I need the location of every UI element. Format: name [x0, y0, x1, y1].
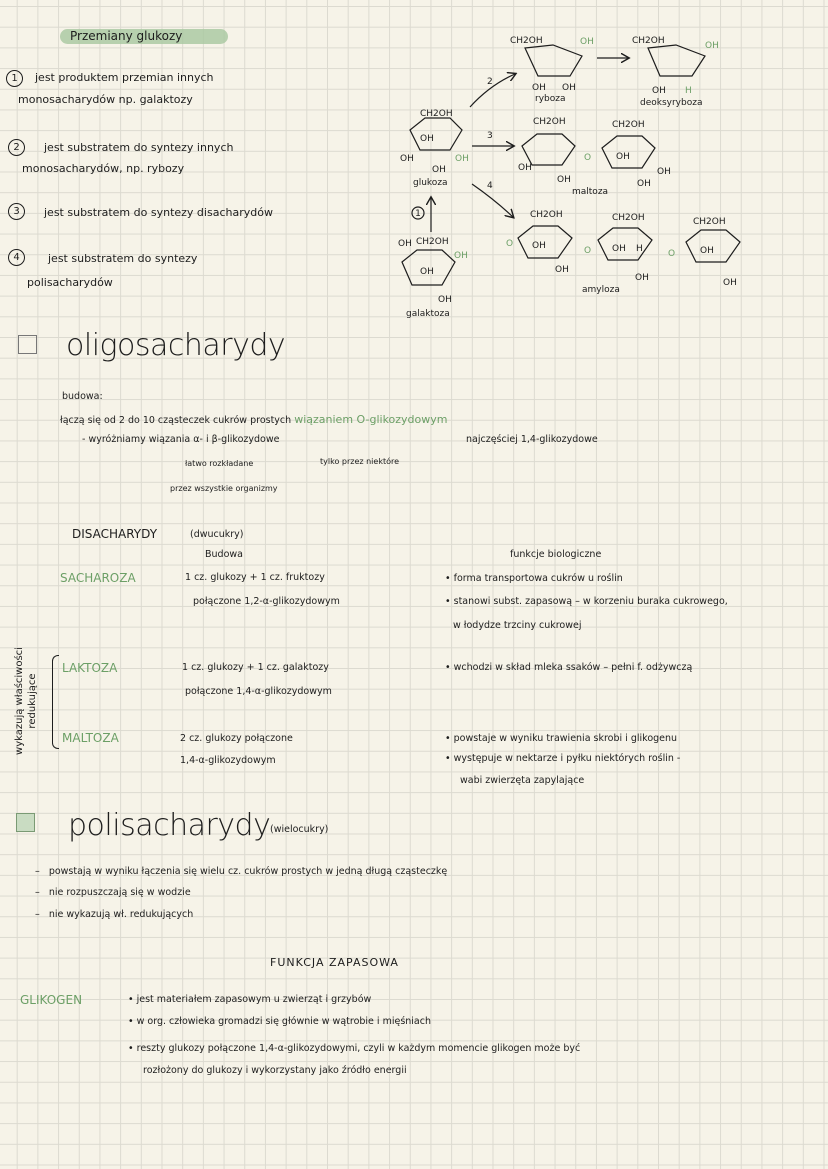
glukoza-ch2oh: CH2OH — [420, 109, 453, 119]
disaccharide-name: MALTOZA — [62, 731, 119, 745]
budowa-text: 2 cz. glukozy połączone — [180, 733, 293, 744]
poli-heading: polisacharydy — [68, 808, 271, 843]
deoksyryboza-h: H — [685, 86, 692, 96]
item-text: jest substratem do syntezy — [48, 252, 198, 265]
oligo-line: - wyróżniamy wiązania α- i β-glikozydowe — [82, 434, 280, 445]
arrow-4-label: 4 — [487, 181, 493, 191]
budowa-text: połączone 1,4-α-glikozydowym — [185, 686, 332, 697]
alpha-note: łatwo rozkładane — [185, 459, 254, 468]
poli-bullet-text: powstają w wyniku łączenia się wielu cz. cukrów prostych w jedną długą cząsteczkę — [48, 866, 448, 877]
item-text: jest substratem do syntezy innych — [44, 141, 234, 154]
amyloza-oh: OH — [635, 273, 649, 283]
amyloza-bridge-o: O — [506, 239, 514, 249]
ryboza-oh: OH — [562, 83, 576, 93]
glukoza-oh: OH — [420, 134, 434, 144]
funkcja-item: występuje w nektarze i pyłku niektórych roślin - — [453, 753, 681, 764]
disacharydy-heading: DISACHARYDY — [72, 527, 158, 541]
maltoza-oh: OH — [557, 175, 571, 185]
deoksyryboza-label: deoksyryboza — [640, 98, 703, 108]
function-heading: FUNKCJA ZAPASOWA — [270, 956, 399, 969]
amyloza-bridge-o: O — [584, 246, 592, 256]
maltoza-oh: OH — [657, 167, 671, 177]
column-header-funkcje: funkcje biologiczne — [510, 549, 602, 560]
maltoza-oh: OH — [616, 152, 630, 162]
section-checkbox — [18, 335, 37, 354]
maltoza-label: maltoza — [572, 187, 609, 197]
amyloza-oh: OH — [532, 241, 546, 251]
ryboza-oh-anomeric: OH — [580, 37, 594, 47]
budowa-text: 1 cz. glukozy + 1 cz. fruktozy — [185, 572, 325, 583]
item-text: jest produktem przemian innych — [35, 71, 214, 84]
alpha-note: przez wszystkie organizmy — [170, 484, 278, 493]
arrow-3-label: 3 — [487, 131, 493, 141]
oligo-line-text: łączą się od 2 do 10 cząsteczek cukrów prostych — [60, 415, 292, 426]
galaktoza-oh: OH — [420, 267, 434, 277]
funkcja-text: wabi zwierzęta zapylające — [460, 775, 585, 786]
glikogen-bullet-text: reszty glukozy połączone 1,4-α-glikozydowymi, czyli w każdym momencie glikogen może być — [136, 1043, 581, 1054]
glukoza-oh: OH — [400, 154, 414, 164]
poli-bullet: – nie rozpuszczają się w wodzie — [35, 887, 191, 898]
beta-note: tylko przez niektóre — [320, 457, 400, 466]
ryboza-oh: OH — [532, 83, 546, 93]
amyloza-ch2oh: CH2OH — [693, 217, 726, 227]
amyloza-ch2oh: CH2OH — [612, 213, 645, 223]
maltoza-ch2oh: CH2OH — [533, 117, 566, 127]
item-number: 4 — [8, 249, 25, 266]
funkcja-text: w łodydze trzciny cukrowej — [453, 620, 582, 631]
ryboza-ring — [525, 45, 582, 76]
budowa-text: 1 cz. glukozy + 1 cz. galaktozy — [182, 662, 329, 673]
disaccharide-name: SACHAROZA — [60, 571, 136, 585]
disaccharide-name: LAKTOZA — [62, 661, 118, 675]
item-number: 1 — [6, 70, 23, 87]
funkcja-text: • występuje w nektarze i pyłku niektórych roślin - — [445, 753, 681, 764]
maltoza-ring-1 — [522, 134, 575, 165]
arrow-2-label: 2 — [487, 77, 493, 87]
maltoza-bridge-o: O — [584, 153, 592, 163]
reducing-sugars-label — [13, 647, 39, 755]
amyloza-oh: OH — [555, 265, 569, 275]
section-checkbox — [16, 813, 35, 832]
galaktoza-oh: OH — [398, 239, 412, 249]
bracket — [52, 655, 59, 749]
maltoza-ch2oh: CH2OH — [612, 120, 645, 130]
galaktoza-oh-anomeric: OH — [454, 251, 468, 261]
funkcja-item: wchodzi w skład mleka ssaków – pełni f. odżywczą — [453, 662, 693, 673]
amyloza-h: H — [636, 244, 643, 254]
funkcja-item: stanowi subst. zapasową – w korzeniu buraka cukrowego, — [453, 596, 728, 607]
item-number: 3 — [8, 203, 25, 220]
arrow-1-label: 1 — [415, 209, 421, 219]
poli-bullet: – powstają w wyniku łączenia się wielu cz. cukrów prostych w jedną długą cząsteczkę — [35, 866, 448, 877]
galaktoza-label: galaktoza — [406, 309, 450, 319]
item-text: polisacharydów — [27, 276, 113, 289]
amyloza-oh: OH — [612, 244, 626, 254]
glikogen-bullet: • jest materiałem zapasowym u zwierząt i grzybów — [128, 994, 372, 1005]
deoksyryboza-oh-anomeric: OH — [705, 41, 719, 51]
funkcja-text: • forma transportowa cukrów u roślin — [445, 573, 623, 584]
poli-bullet-text: nie wykazują wł. redukujących — [48, 909, 194, 920]
funkcja-text: • wchodzi w skład mleka ssaków – pełni f. odżywczą — [445, 662, 693, 673]
column-header-budowa: Budowa — [205, 549, 243, 560]
maltoza-oh: OH — [637, 179, 651, 189]
glukoza-label: glukoza — [413, 178, 448, 188]
poli-bullet-text: nie rozpuszczają się w wodzie — [48, 887, 191, 898]
funkcja-text: • stanowi subst. zapasową – w korzeniu buraka cukrowego, — [445, 596, 728, 607]
item-text: monosacharydów np. galaktozy — [18, 93, 193, 106]
amyloza-oh: OH — [700, 246, 714, 256]
poli-bullet: – nie wykazują wł. redukujących — [35, 909, 194, 920]
oligo-line — [60, 413, 448, 426]
budowa-text: 1,4-α-glikozydowym — [180, 755, 276, 766]
section-title: Przemiany glukozy — [70, 29, 183, 43]
oligo-note: najczęściej 1,4-glikozydowe — [466, 434, 598, 445]
funkcja-text: • powstaje w wyniku trawienia skrobi i glikogenu — [445, 733, 678, 744]
glikogen-bullet: • reszty glukozy połączone 1,4-α-glikozydowymi, czyli w każdym momencie glikogen może być — [128, 1043, 581, 1054]
budowa-label: budowa: — [62, 391, 103, 402]
glikogen-bullet-text: jest materiałem zapasowym u zwierząt i grzybów — [136, 994, 372, 1005]
funkcja-item: forma transportowa cukrów u roślin — [453, 573, 623, 584]
side-label-line: redukujące — [26, 673, 38, 729]
oligo-heading: oligosacharydy — [66, 328, 286, 363]
glikogen-name: GLIKOGEN — [20, 993, 83, 1007]
glycosidic-bond-term: wiązaniem O-glikozydowym — [294, 413, 448, 426]
funkcja-item: powstaje w wyniku trawienia skrobi i glikogenu — [453, 733, 678, 744]
poli-subheading: (wielocukry) — [270, 824, 329, 835]
deoksyryboza-ch2oh: CH2OH — [632, 36, 665, 46]
side-label-line: wykazują właściwości — [13, 647, 25, 755]
disacharydy-subheading: (dwucukry) — [190, 529, 244, 540]
maltoza-oh: OH — [518, 163, 532, 173]
glikogen-bullet-text: w org. człowieka gromadzi się głównie w wątrobie i mięśniach — [136, 1016, 431, 1027]
ryboza-label: ryboza — [535, 94, 566, 104]
deoksyryboza-ring — [648, 45, 705, 76]
galaktoza-ch2oh: CH2OH — [416, 237, 449, 247]
budowa-text: połączone 1,2-α-glikozydowym — [193, 596, 340, 607]
glukoza-ring — [410, 118, 462, 150]
glukoza-oh-anomeric: OH — [455, 154, 469, 164]
glukoza-oh: OH — [432, 165, 446, 175]
glucose-conversion-diagram — [0, 0, 828, 330]
glikogen-bullet: • w org. człowieka gromadzi się głównie w wątrobie i mięśniach — [128, 1016, 431, 1027]
amyloza-bridge-o: O — [668, 249, 676, 259]
amyloza-ch2oh: CH2OH — [530, 210, 563, 220]
ryboza-ch2oh: CH2OH — [510, 36, 543, 46]
item-text: jest substratem do syntezy disacharydów — [44, 206, 273, 219]
amyloza-label: amyloza — [582, 285, 620, 295]
deoksyryboza-oh: OH — [652, 86, 666, 96]
item-text: monosacharydów, np. rybozy — [22, 162, 185, 175]
amyloza-oh: OH — [723, 278, 737, 288]
galaktoza-oh: OH — [438, 295, 452, 305]
item-number: 2 — [8, 139, 25, 156]
glikogen-continuation: rozłożony do glukozy i wykorzystany jako źródło energii — [143, 1065, 407, 1076]
